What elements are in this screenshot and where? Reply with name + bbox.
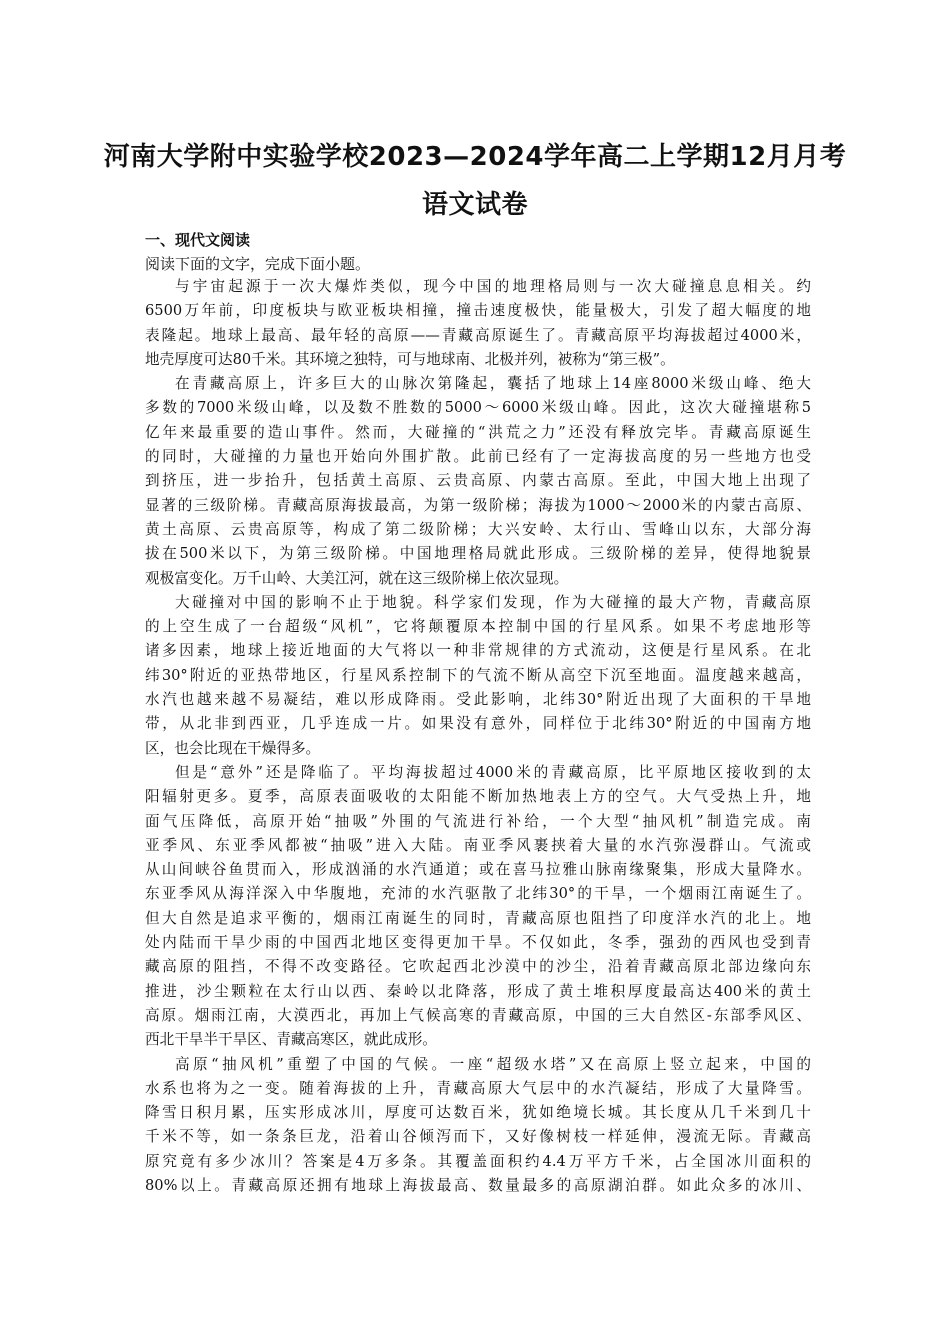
passage-line: 藏高原的阻挡，不得不改变路径。它吹起西北沙漠中的沙尘，沿着青藏高原北部边缘向东 [145, 958, 811, 976]
passage-line: 推进，沙尘颗粒在太行山以西、秦岭以北降落，形成了黄土堆积厚度最高达400米的黄土 [145, 982, 811, 1000]
passage-line: 从山间峡谷鱼贯而入，形成汹涌的水汽通道；或在喜马拉雅山脉南缘聚集，形成大量降水。 [145, 861, 811, 879]
passage-paragraph [145, 1053, 811, 1199]
passage-line: 的同时，大碰撞的力量也开始向外围扩散。此前已经有了一定海拔高度的另一些地方也受 [145, 448, 811, 466]
passage-line: 西北干旱半干旱区、青藏高寒区，就此成形。 [145, 1031, 437, 1049]
exam-subject-title: 语文试卷 [421, 190, 528, 220]
passage-line: 的上空生成了一台超级“风机”，它将颠覆原本控制中国的行星风系。如果不考虑地形等 [145, 618, 811, 636]
passage-line: 黄土高原、云贵高原等，构成了第二级阶梯；大兴安岭、太行山、雪峰山以东，大部分海 [145, 520, 811, 538]
passage-line: 处内陆而干旱少雨的中国西北地区变得更加干旱。不仅如此，冬季，强劲的西风也受到青 [145, 934, 811, 952]
passage-line: 大碰撞对中国的影响不止于地貌。科学家们发现，作为大碰撞的最大产物，青藏高原 [175, 593, 811, 611]
passage-line: 高原“抽风机”重塑了中国的气候。一座“超级水塔”又在高原上竖立起来，中国的 [175, 1055, 811, 1073]
passage-line: 拔在500米以下，为第三级阶梯。中国地理格局就此形成。三级阶梯的差异，使得地貌景 [145, 545, 811, 563]
passage-line: 诸多因素，地球上接近地面的大气将以一种非常规律的方式流动，这便是行星风系。在北 [145, 642, 811, 660]
passage-line: 观极富变化。万千山岭、大美江河，就在这三级阶梯上依次显现。 [145, 569, 569, 587]
section-heading: 一、现代文阅读 [145, 231, 251, 249]
passage-line: 东亚季风从海洋深入中华腹地，充沛的水汽驱散了北纬30°的干旱，一个烟雨江南诞生了。 [145, 885, 811, 903]
passage-line: 显著的三级阶梯。青藏高原海拔最高，为第一级阶梯；海拔为1000～2000米的内蒙古高原、 [145, 496, 811, 514]
passage-line: 与宇宙起源于一次大爆炸类似，现今中国的地理格局则与一次大碰撞息息相关。约 [175, 278, 811, 295]
passage-line: 纬30°附近的亚热带地区，行星风系控制下的气流不断从高空下沉至地面。温度越来越高， [145, 666, 811, 684]
passage-paragraph [145, 761, 811, 1053]
passage-line: 6500万年前，印度板块与欧亚板块相撞，撞击速度极快，能量极大，引发了超大幅度的地 [145, 302, 811, 320]
passage-line: 但大自然是追求平衡的，烟雨江南诞生的同时，青藏高原也阻挡了印度洋水汽的北上。地 [145, 909, 811, 927]
reading-instruction: 阅读下面的文字，完成下面小题。 [145, 255, 371, 273]
passage-line: 降雪日积月累，压实形成冰川，厚度可达数百米，犹如绝境长城。其长度从几千米到几十 [145, 1104, 811, 1122]
passage-line: 水汽也越来越不易凝结，难以形成降雨。受此影响，北纬30°附近出现了大面积的干旱地 [145, 691, 811, 709]
passage-line: 高原。烟雨江南，大漠西北，再加上气候高寒的青藏高原，中国的三大自然区-东部季风区、 [145, 1006, 811, 1024]
passage-line: 原究竟有多少冰川？答案是4万多条。其覆盖面积约4.4万平方千米，占全国冰川面积的 [145, 1152, 811, 1170]
passage-line: 但是“意外”还是降临了。平均海拔超过4000米的青藏高原，比平原地区接收到的太 [175, 763, 811, 781]
reading-passage [145, 275, 811, 1198]
passage-line: 表隆起。地球上最高、最年轻的高原——青藏高原诞生了。青藏高原平均海拔超过4000米， [145, 326, 811, 344]
passage-line: 80%以上。青藏高原还拥有地球上海拔最高、数量最多的高原湖泊群。如此众多的冰川、 [145, 1176, 811, 1194]
passage-line: 阳辐射更多。夏季，高原表面吸收的太阳能不断加热地表上方的空气。大气受热上升，地 [145, 788, 811, 806]
exam-title: 河南大学附中实验学校2023—2024学年高二上学期12月月考 [103, 142, 847, 172]
passage-line: 在青藏高原上，许多巨大的山脉次第隆起，囊括了地球上14座8000米级山峰、绝大 [175, 375, 811, 393]
passage-line: 面气压降低，高原开始“抽吸”外围的气流进行补给，一个大型“抽风机”制造完成。南 [145, 812, 811, 830]
passage-paragraph [145, 372, 811, 591]
passage-line: 带，从北非到西亚，几乎连成一片。如果没有意外，同样位于北纬30°附近的中国南方地 [145, 715, 811, 733]
passage-line: 千米不等，如一条条巨龙，沿着山谷倾泻而下，又好像树枝一样延伸，漫流无际。青藏高 [145, 1128, 811, 1146]
passage-line: 多数的7000米级山峰，以及数不胜数的5000～6000米级山峰。因此，这次大碰撞堪称5 [145, 399, 811, 417]
passage-line: 亚季风、东亚季风都被“抽吸”进入大陆。南亚季风裹挟着大量的水汽弥漫群山。气流或 [145, 836, 811, 854]
passage-line: 地壳厚度可达80千米。其环境之独特，可与地球南、北极并列，被称为“第三极”。 [145, 350, 675, 368]
passage-line: 水系也将为之一变。随着海拔的上升，青藏高原大气层中的水汽凝结，形成了大量降雪。 [145, 1079, 811, 1097]
passage-line: 到挤压，进一步抬升，包括黄土高原、云贵高原、内蒙古高原。至此，中国大地上出现了 [145, 472, 811, 490]
passage-paragraph [145, 591, 811, 761]
passage-paragraph [145, 275, 811, 372]
passage-line: 区，也会比现在干燥得多。 [145, 739, 321, 757]
passage-line: 亿年来最重要的造山事件。然而，大碰撞的“洪荒之力”还没有释放完毕。青藏高原诞生 [145, 423, 811, 441]
